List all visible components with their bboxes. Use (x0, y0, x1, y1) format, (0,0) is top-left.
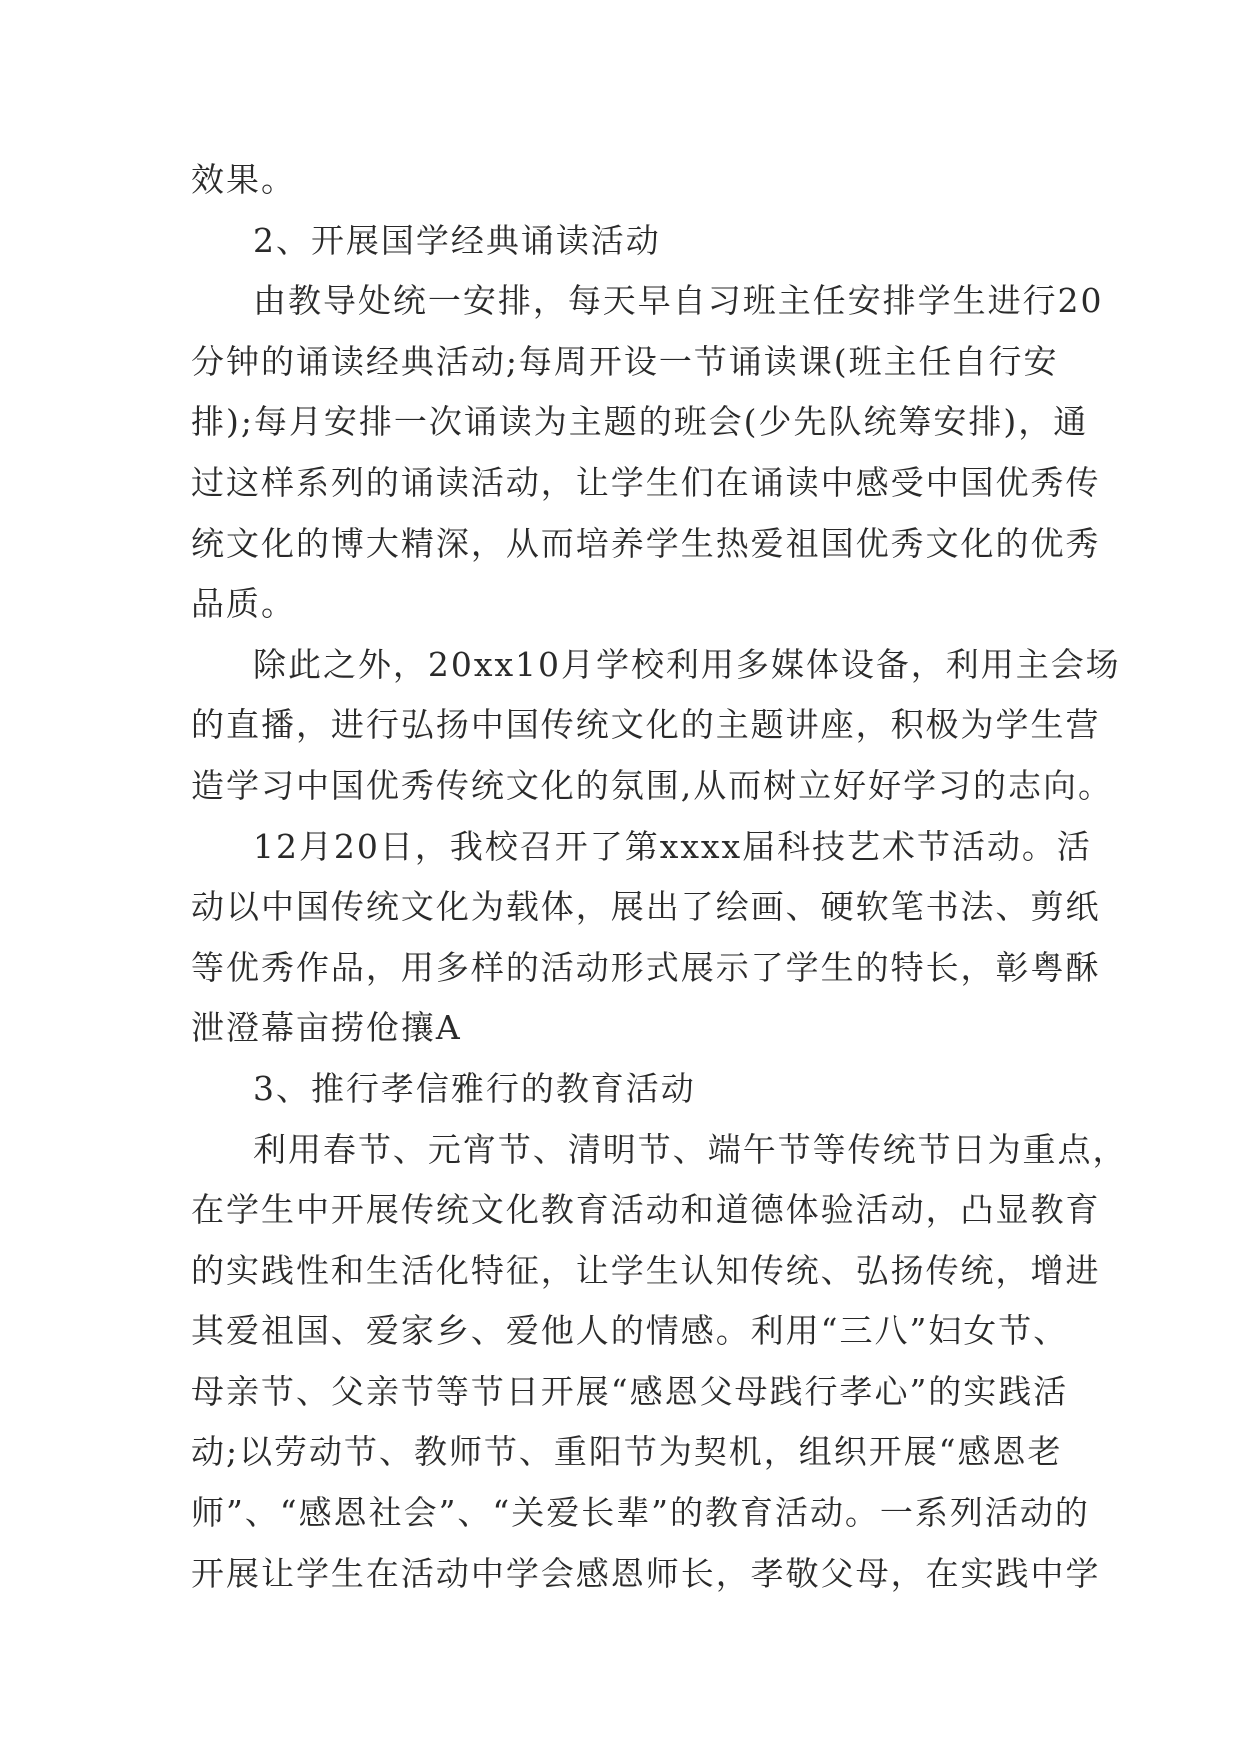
text-line: 的实践性和生活化特征，让学生认知传统、弘扬传统，增进 (191, 1250, 1101, 1290)
text-line: 除此之外，20xx10月学校利用多媒体设备，利用主会场 (253, 644, 1121, 684)
text-line: 的直播，进行弘扬中国传统文化的主题讲座，积极为学生营 (191, 705, 1101, 745)
text-line: 效果。 (191, 160, 296, 199)
text-line: 分钟的诵读经典活动;每周开设一节诵读课(班主任自行安 (191, 341, 1059, 381)
text-line: 母亲节、父亲节等节日开展“感恩父母践行孝心”的实践活 (191, 1371, 1069, 1411)
text-line: 造学习中国优秀传统文化的氛围,从而树立好好学习的志向。 (191, 765, 1113, 805)
text-line: 由教导处统一安排，每天早自习班主任安排学生进行20 (253, 281, 1104, 321)
text-line: 泄澄幕亩捞伧攘A (191, 1008, 462, 1048)
text-line: 利用春节、元宵节、清明节、端午节等传统节日为重点， (253, 1129, 1128, 1169)
text-line: 动以中国传统文化为载体，展出了绘画、硬软笔书法、剪纸 (191, 887, 1101, 927)
text-line: 2、开展国学经典诵读活动 (253, 220, 661, 260)
text-line: 其爱祖国、爱家乡、爱他人的情感。利用“三八”妇女节、 (191, 1311, 1069, 1351)
body-text (191, 150, 1128, 1604)
text-line: 开展让学生在活动中学会感恩师长，孝敬父母，在实践中学 (191, 1553, 1101, 1593)
text-line: 等优秀作品，用多样的活动形式展示了学生的特长，彰粤酥 (191, 947, 1101, 987)
text-line: 3、推行孝信雅行的教育活动 (253, 1068, 696, 1108)
text-line: 排);每月安排一次诵读为主题的班会(少先队统筹安排)，通 (191, 402, 1089, 442)
text-line: 统文化的博大精深，从而培养学生热爱祖国优秀文化的优秀 (191, 523, 1101, 563)
text-line: 师”、“感恩社会”、“关爱长辈”的教育活动。一系列活动的 (191, 1493, 1090, 1533)
text-line: 过这样系列的诵读活动，让学生们在诵读中感受中国优秀传 (191, 462, 1101, 502)
text-line: 动;以劳动节、教师节、重阳节为契机，组织开展“感恩老 (191, 1432, 1063, 1472)
text-line: 12月20日，我校召开了第xxxx届科技艺术节活动。活 (253, 826, 1092, 866)
text-line: 在学生中开展传统文化教育活动和道德体验活动，凸显教育 (191, 1190, 1101, 1230)
text-line: 品质。 (191, 584, 296, 624)
